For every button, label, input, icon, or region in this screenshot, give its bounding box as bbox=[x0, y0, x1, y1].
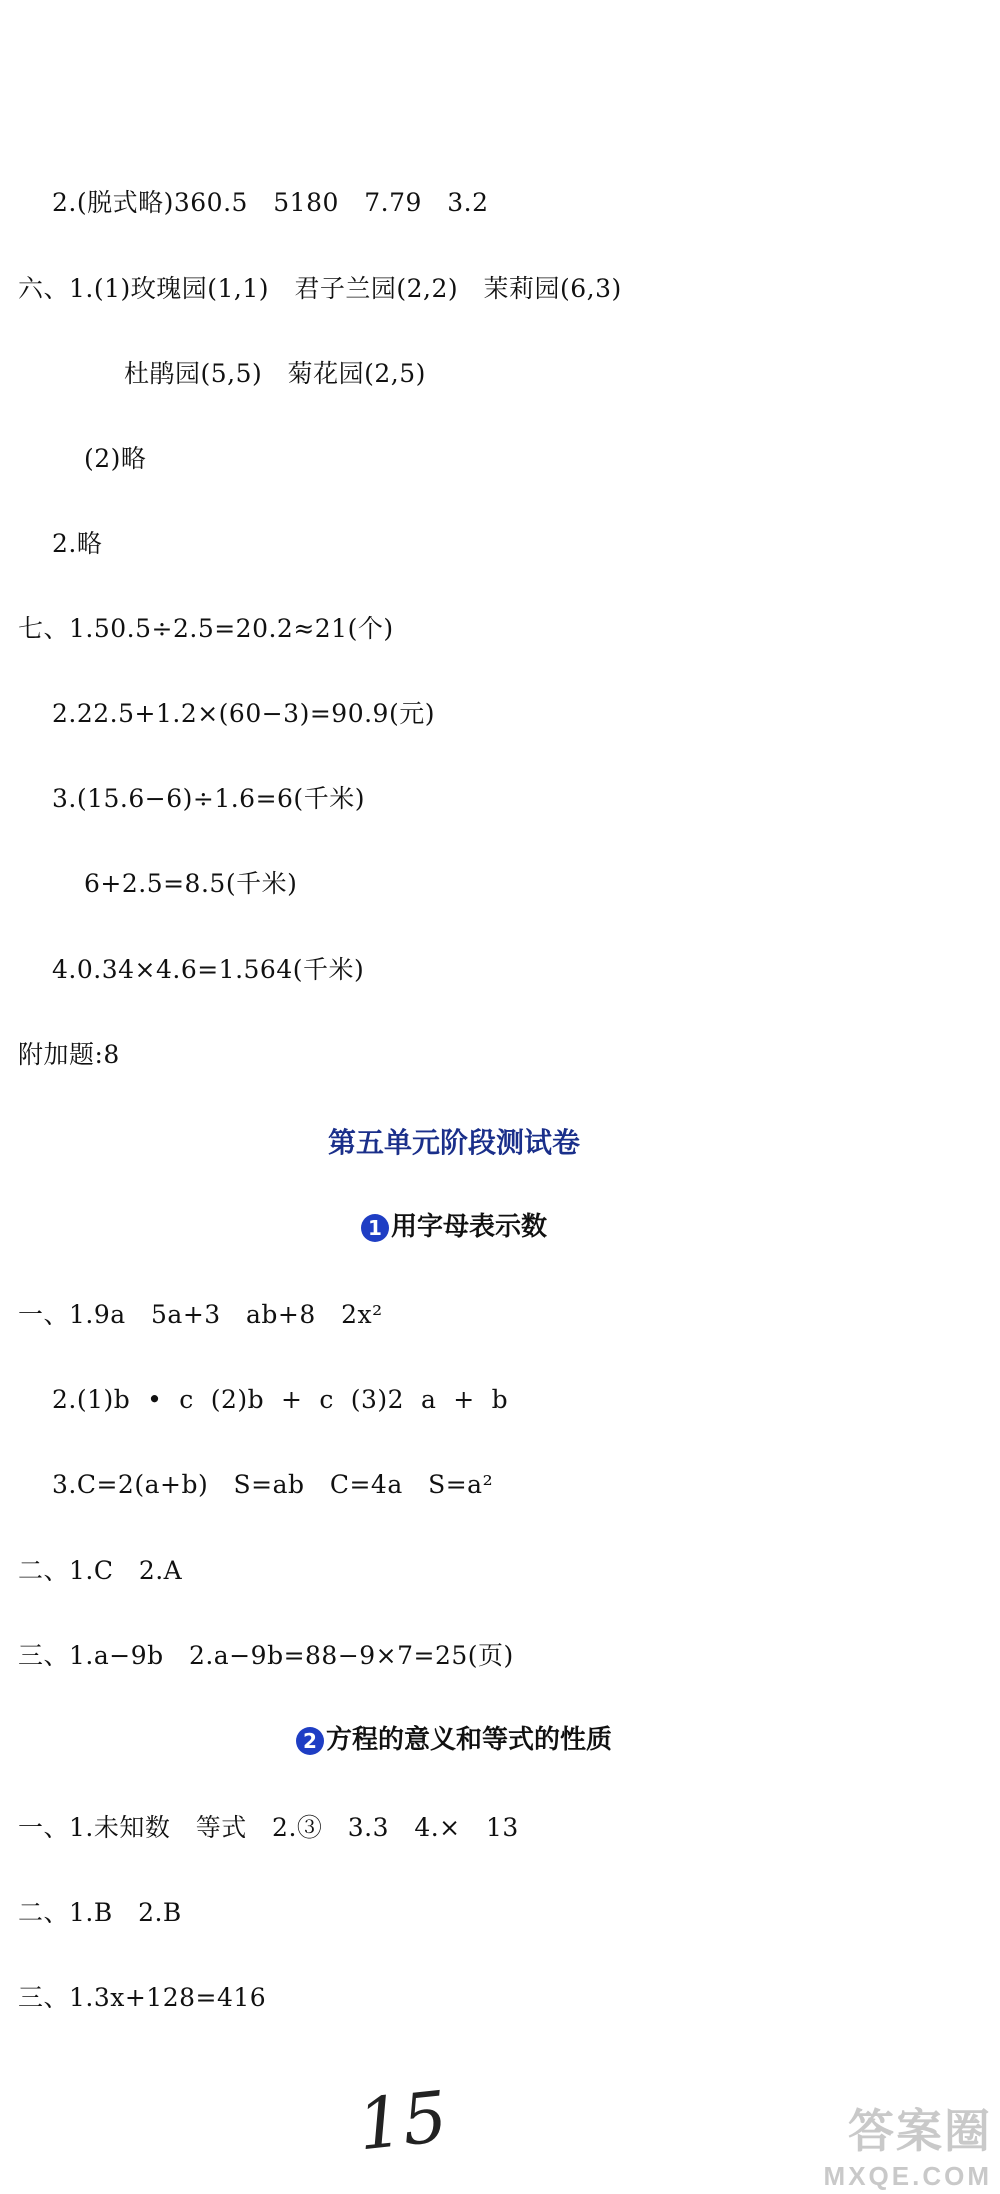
answer-line: 2.22.5+1.2×(60−3)=90.9(元) bbox=[52, 699, 435, 728]
answer-line: 2.略 bbox=[52, 529, 103, 558]
answer-line: 2.(脱式略)360.5 5180 7.79 3.2 bbox=[52, 188, 489, 217]
handwritten-page-number: 15 bbox=[353, 2075, 452, 2167]
subsection-title: 用字母表示数 bbox=[390, 1212, 547, 1242]
answer-line: 三、1.3x+128=416 bbox=[18, 1983, 267, 2012]
number-badge-icon: 1 bbox=[361, 1214, 389, 1242]
answer-line: 4.0.34×4.6=1.564(千米) bbox=[52, 955, 365, 984]
answer-line: 二、1.C 2.A bbox=[18, 1556, 183, 1585]
watermark-text: 答案圈 bbox=[848, 2105, 992, 2157]
answer-line: 杜鹃园(5,5) 菊花园(2,5) bbox=[124, 359, 426, 388]
answer-line: 6+2.5=8.5(千米) bbox=[84, 869, 298, 898]
answer-line: 三、1.a−9b 2.a−9b=88−9×7=25(页) bbox=[18, 1641, 514, 1670]
answer-line: (2)略 bbox=[84, 444, 147, 473]
watermark-logo bbox=[824, 2095, 992, 2192]
number-badge-icon: 2 bbox=[296, 1727, 324, 1755]
subsection-title: 方程的意义和等式的性质 bbox=[325, 1725, 612, 1755]
answer-line: 3.C=2(a+b) S=ab C=4a S=a² bbox=[52, 1470, 494, 1499]
answer-line: 3.(15.6−6)÷1.6=6(千米) bbox=[52, 784, 365, 813]
answer-line: 七、1.50.5÷2.5=20.2≈21(个) bbox=[18, 614, 394, 643]
section-title: 第五单元阶段测试卷 bbox=[327, 1126, 580, 1159]
answer-line: 二、1.B 2.B bbox=[18, 1898, 182, 1927]
watermark-url: MXQE.COM bbox=[823, 2161, 992, 2191]
answer-line: 六、1.(1)玫瑰园(1,1) 君子兰园(2,2) 茉莉园(6,3) bbox=[18, 274, 622, 303]
answer-line: 一、1.9a 5a+3 ab+8 2x² bbox=[18, 1300, 383, 1329]
subsection-heading-1 bbox=[0, 1210, 908, 1244]
answer-line: 2.(1)b • c (2)b + c (3)2 a + b bbox=[52, 1385, 509, 1414]
answer-line: 附加题:8 bbox=[18, 1040, 120, 1069]
subsection-heading-2 bbox=[0, 1723, 908, 1757]
answer-line: 一、1.未知数 等式 2.③ 3.3 4.× 13 bbox=[18, 1813, 519, 1842]
